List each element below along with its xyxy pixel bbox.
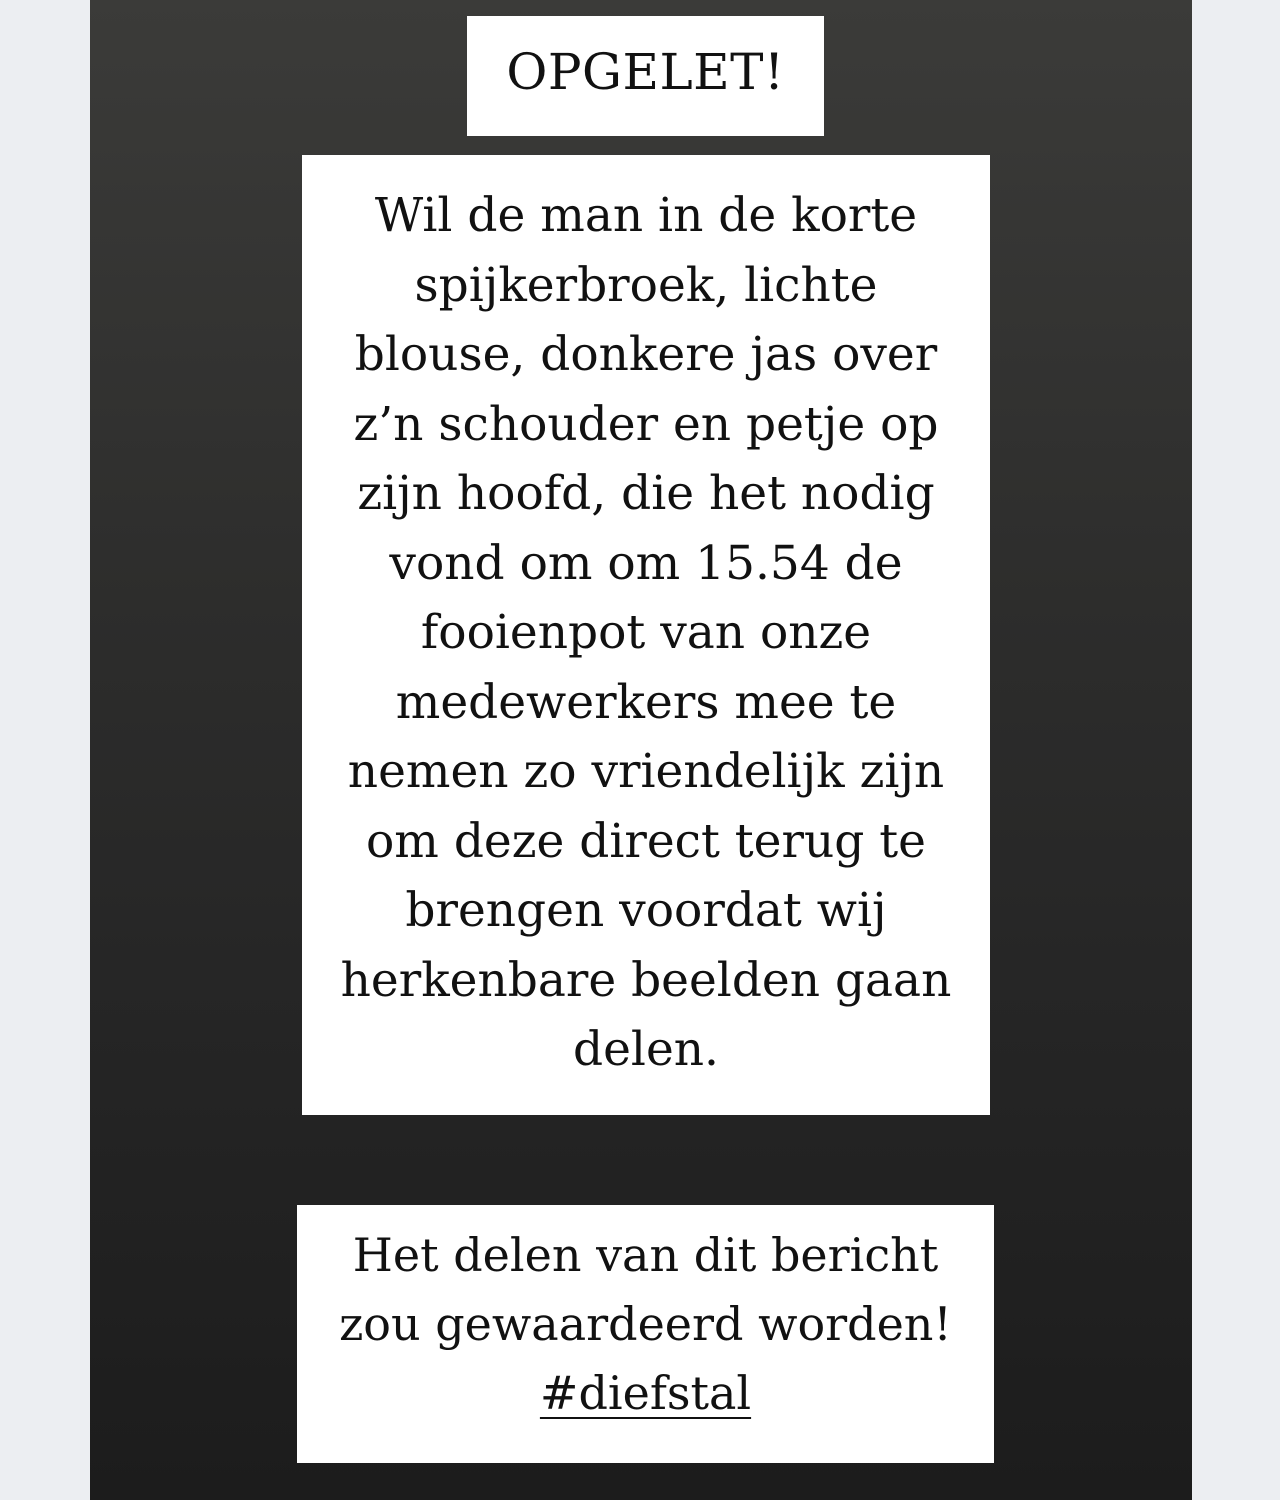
- share-request-line: zou gewaardeerd worden!: [339, 1297, 952, 1351]
- share-request-box: [297, 1205, 994, 1463]
- title-box: [467, 16, 824, 136]
- message-line: nemen zo vriendelijk zijn: [347, 744, 945, 799]
- message-box: [302, 155, 990, 1115]
- message-line: z’n schouder en petje op: [353, 396, 939, 452]
- message-line: spijkerbroek, lichte: [414, 257, 878, 313]
- share-request-line: Het delen van dit bericht: [352, 1228, 939, 1282]
- message-line: blouse, donkere jas over: [354, 327, 938, 382]
- message-line: herkenbare beelden gaan: [340, 952, 952, 1008]
- message-line: vond om om 15.54 de: [389, 535, 903, 591]
- message-line: fooienpot van onze: [420, 605, 872, 660]
- message-line: delen.: [573, 1022, 719, 1077]
- title-text: OPGELET!: [506, 43, 785, 101]
- message-line: brengen voordat wij: [405, 883, 887, 938]
- message-line: Wil de man in de korte: [374, 188, 918, 243]
- message-line: medewerkers mee te: [395, 674, 897, 730]
- story-panel: [90, 0, 1192, 1500]
- message-line: zijn hoofd, die het nodig: [357, 466, 935, 521]
- hashtag-link[interactable]: #diefstal: [539, 1366, 752, 1420]
- message-line: om deze direct terug te: [366, 813, 926, 869]
